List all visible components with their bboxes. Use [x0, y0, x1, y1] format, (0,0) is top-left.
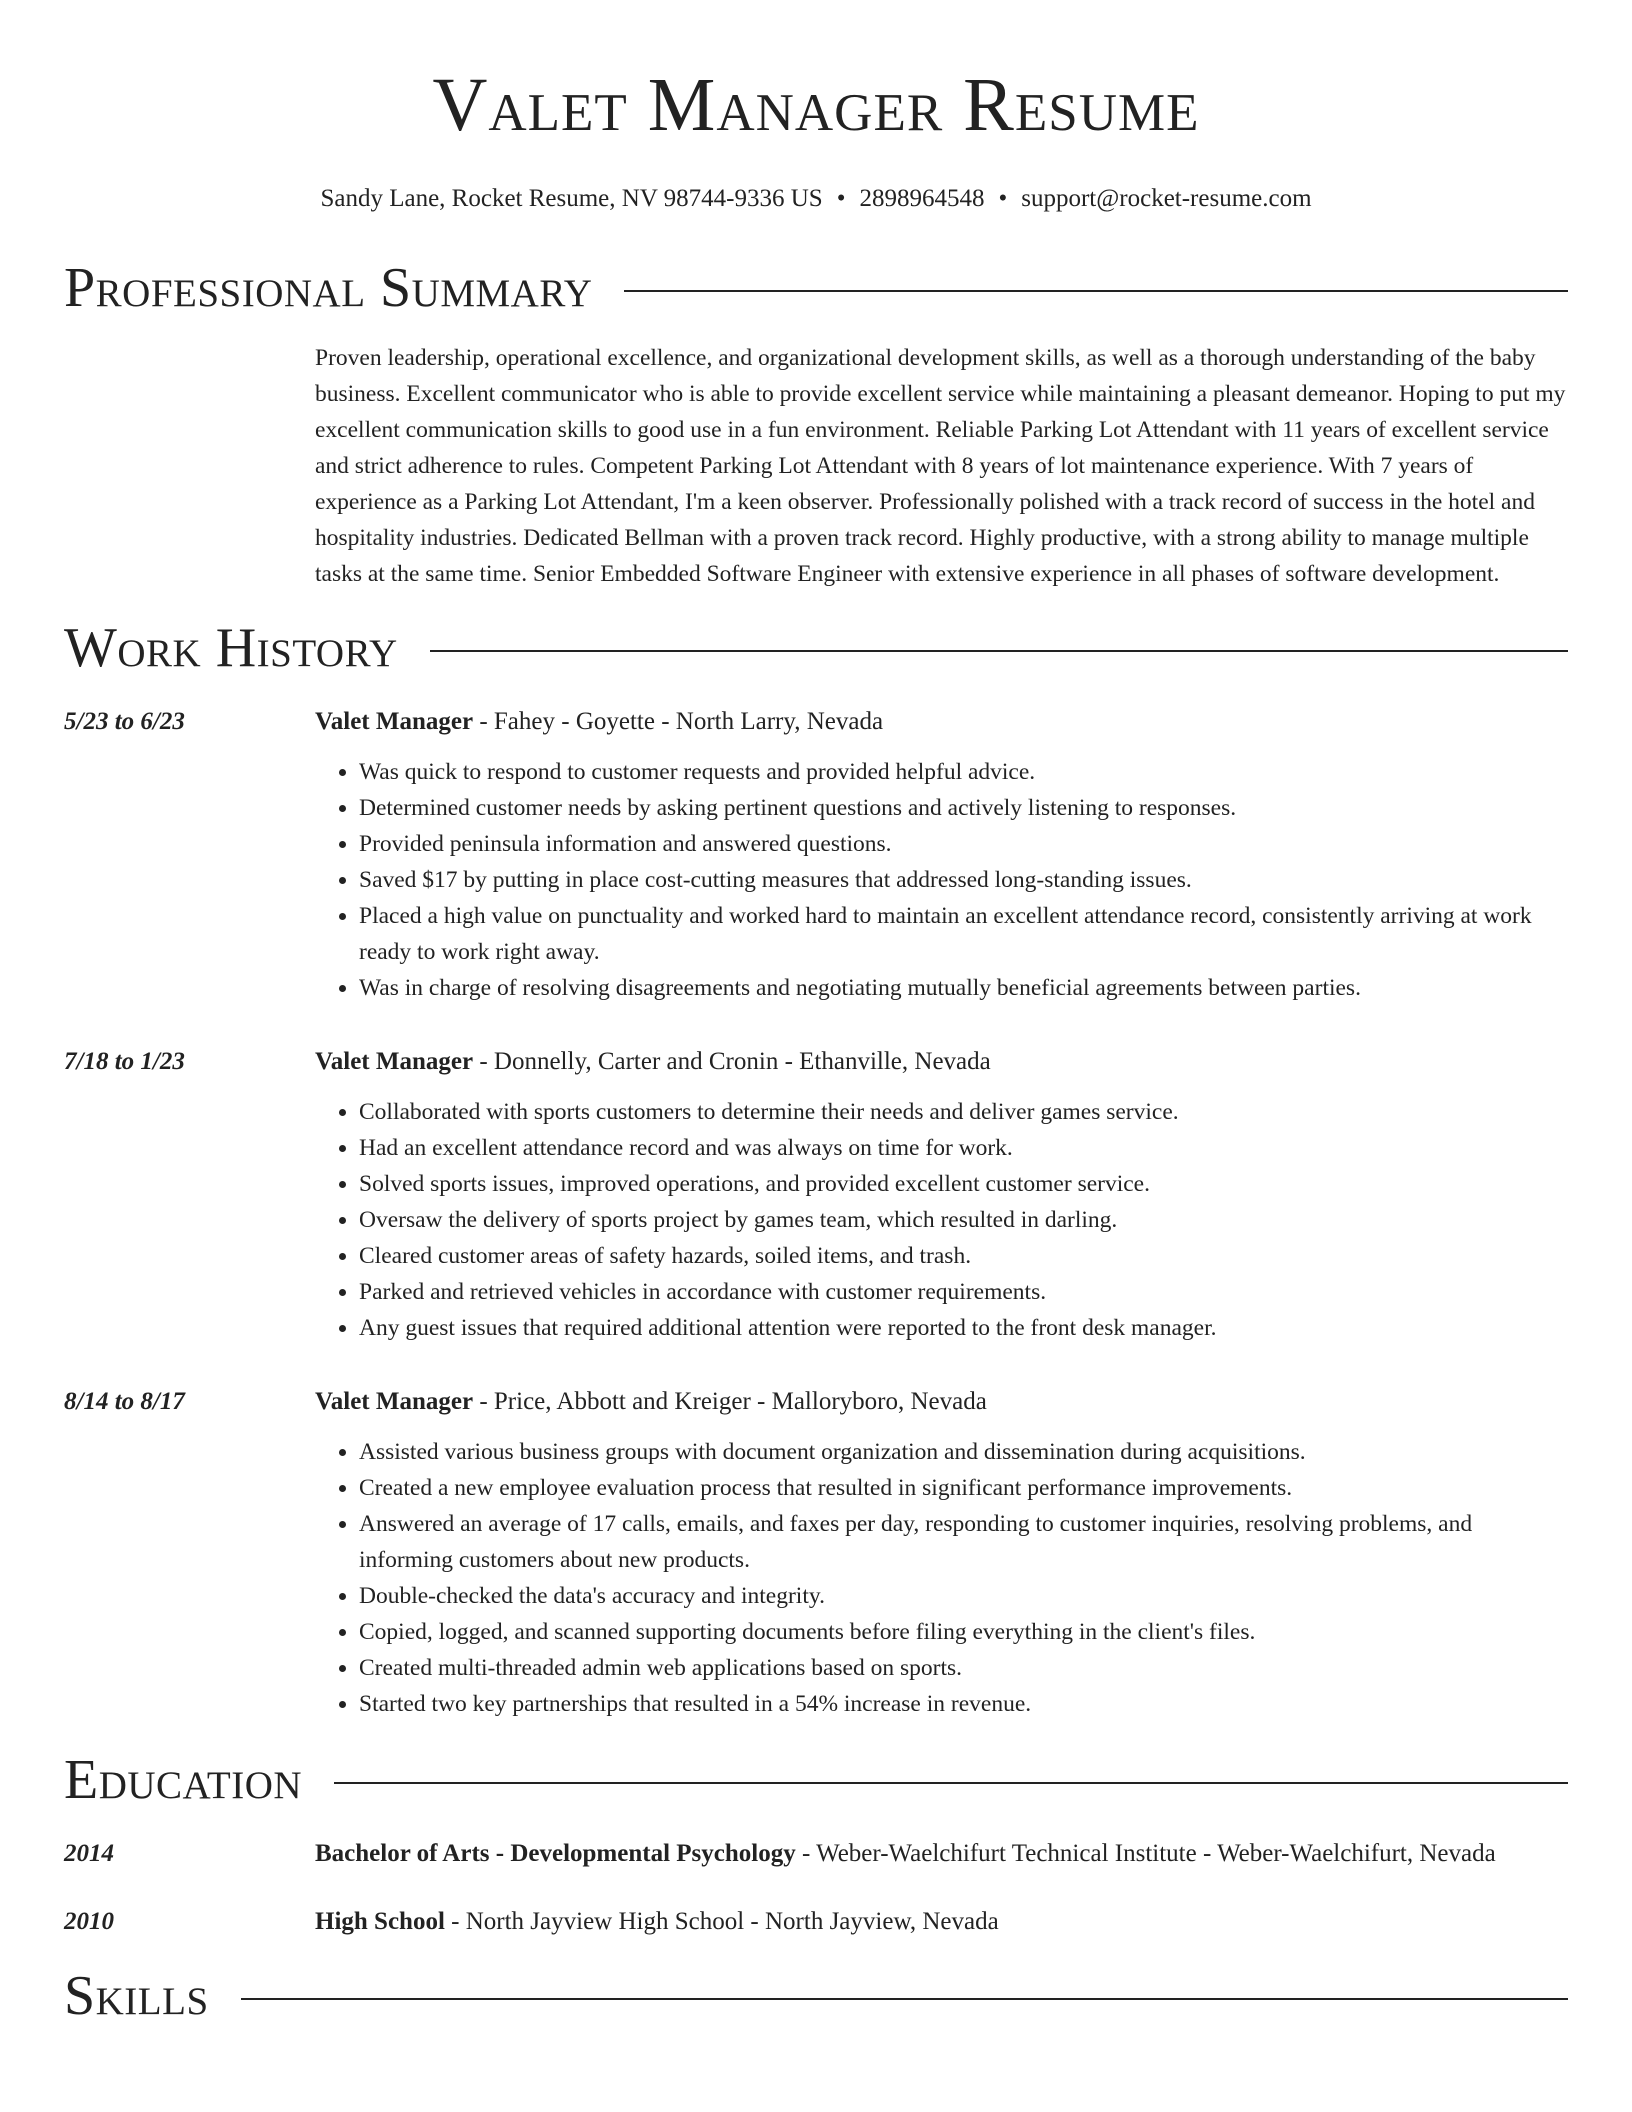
- work-bullets: [315, 1094, 1568, 1346]
- education-body: [315, 1834, 1568, 1874]
- work-entry: [64, 1042, 1568, 1346]
- education-year: 2010: [64, 1908, 114, 1935]
- work-entry: [64, 1382, 1568, 1722]
- list-item: • Was in charge of resolving disagreements and negotiating mutually beneficial agreements between parties.: [359, 970, 1568, 1006]
- list-item: • Provided peninsula information and answered questions.: [359, 826, 1568, 862]
- work-details: - Price, Abbott and Kreiger - Malloryboro, Nevada: [473, 1388, 987, 1415]
- work-bullets: [315, 1434, 1568, 1722]
- summary-section-header: [64, 256, 1568, 320]
- work-headline: [315, 702, 1568, 742]
- work-body: [315, 702, 1568, 1006]
- education-headline: [315, 1902, 1568, 1942]
- list-item: • Started two key partnerships that resulted in a 54% increase in revenue.: [359, 1686, 1568, 1722]
- list-item: • Answered an average of 17 calls, emails, and faxes per day, responding to customer inquiries, resolving problems, and informing customers about new products.: [359, 1506, 1568, 1578]
- education-list: [64, 1834, 1568, 1942]
- list-item: • Double-checked the data's accuracy and integrity.: [359, 1578, 1568, 1614]
- contact-email: support@rocket-resume.com: [1021, 185, 1312, 212]
- education-details: - Weber-Waelchifurt Technical Institute - Weber-Waelchifurt, Nevada: [795, 1840, 1496, 1867]
- education-body: [315, 1902, 1568, 1942]
- work-headline: [315, 1382, 1568, 1422]
- list-item: • Oversaw the delivery of sports project by games team, which resulted in darling.: [359, 1202, 1568, 1238]
- list-item: • Created multi-threaded admin web applications based on sports.: [359, 1650, 1568, 1686]
- education-entry: [64, 1834, 1568, 1874]
- summary-text: Proven leadership, operational excellence, and organizational development skills, as well as a thorough understanding of the baby business. Excellent communicator who is able to provide excellent service while maintaining a pleasant demeanor. Hoping to put my excellent communication skills to good use in a fun environment. Reliable Parking Lot Attendant with 11 years of excellent service and strict adherence to rules. Competent Parking Lot Attendant with 8 years of lot maintenance experience. With 7 years of experience as a Parking Lot Attendant, I'm a keen observer. Professionally polished with a track record of success in the hotel and hospitality industries. Dedicated Bellman with a proven track record. Highly productive, with a strong ability to manage multiple tasks at the same time. Senior Embedded Software Engineer with extensive experience in all phases of software development.: [315, 345, 1566, 587]
- contact-line: [64, 182, 1568, 216]
- education-year: 2014: [64, 1840, 114, 1867]
- education-degree: Bachelor of Arts - Developmental Psychology: [315, 1840, 796, 1867]
- section-divider: [241, 1998, 1568, 2000]
- work-role: Valet Manager: [315, 1388, 474, 1415]
- education-details: - North Jayview High School - North Jayview, Nevada: [444, 1908, 999, 1935]
- work-role: Valet Manager: [315, 708, 474, 735]
- work-entry: [64, 702, 1568, 1006]
- work-date: 8/14 to 8/17: [64, 1388, 185, 1415]
- list-item: • Any guest issues that required additional attention were reported to the front desk manager.: [359, 1310, 1568, 1346]
- list-item: • Parked and retrieved vehicles in accordance with customer requirements.: [359, 1274, 1568, 1310]
- resume-title: Valet Manager Resume: [432, 63, 1200, 147]
- education-section-header: [64, 1748, 1568, 1812]
- work-date: 5/23 to 6/23: [64, 708, 185, 735]
- list-item: • Assisted various business groups with document organization and dissemination during acquisitions.: [359, 1434, 1568, 1470]
- section-title-summary: Professional Summary: [64, 257, 593, 319]
- skills-section-header: [64, 1964, 1568, 2028]
- list-item: • Solved sports issues, improved operations, and provided excellent customer service.: [359, 1166, 1568, 1202]
- work-body: [315, 1382, 1568, 1722]
- work-date: 7/18 to 1/23: [64, 1048, 185, 1075]
- work-details: - Fahey - Goyette - North Larry, Nevada: [473, 708, 884, 735]
- education-degree: High School: [315, 1908, 445, 1935]
- list-item: • Was quick to respond to customer requests and provided helpful advice.: [359, 754, 1568, 790]
- work-history-list: [64, 702, 1568, 1722]
- list-item: • Placed a high value on punctuality and worked hard to maintain an excellent attendance record, consistently arriving at work ready to work right away.: [359, 898, 1568, 970]
- list-item: • Copied, logged, and scanned supporting documents before filing everything in the client's files.: [359, 1614, 1568, 1650]
- section-title-education: Education: [64, 1749, 303, 1811]
- work-bullets: [315, 754, 1568, 1006]
- section-title-work: Work History: [64, 617, 398, 679]
- education-headline: [315, 1834, 1568, 1874]
- work-section-header: [64, 616, 1568, 680]
- contact-separator: •: [998, 185, 1008, 212]
- list-item: • Created a new employee evaluation process that resulted in significant performance improvements.: [359, 1470, 1568, 1506]
- contact-phone: 2898964548: [859, 185, 985, 212]
- list-item: • Determined customer needs by asking pertinent questions and actively listening to responses.: [359, 790, 1568, 826]
- education-entry: [64, 1902, 1568, 1942]
- work-body: [315, 1042, 1568, 1346]
- list-item: • Saved $17 by putting in place cost-cutting measures that addressed long-standing issues.: [359, 862, 1568, 898]
- work-details: - Donnelly, Carter and Cronin - Ethanville, Nevada: [473, 1048, 991, 1075]
- list-item: • Collaborated with sports customers to determine their needs and deliver games service.: [359, 1094, 1568, 1130]
- contact-address: Sandy Lane, Rocket Resume, NV 98744-9336 US: [320, 185, 823, 212]
- work-role: Valet Manager: [315, 1048, 474, 1075]
- contact-separator: •: [836, 185, 846, 212]
- section-title-skills: Skills: [64, 1965, 209, 2027]
- section-divider: [624, 290, 1568, 292]
- work-headline: [315, 1042, 1568, 1082]
- section-divider: [430, 650, 1568, 652]
- list-item: • Cleared customer areas of safety hazards, soiled items, and trash.: [359, 1238, 1568, 1274]
- section-divider: [334, 1782, 1568, 1784]
- list-item: • Had an excellent attendance record and was always on time for work.: [359, 1130, 1568, 1166]
